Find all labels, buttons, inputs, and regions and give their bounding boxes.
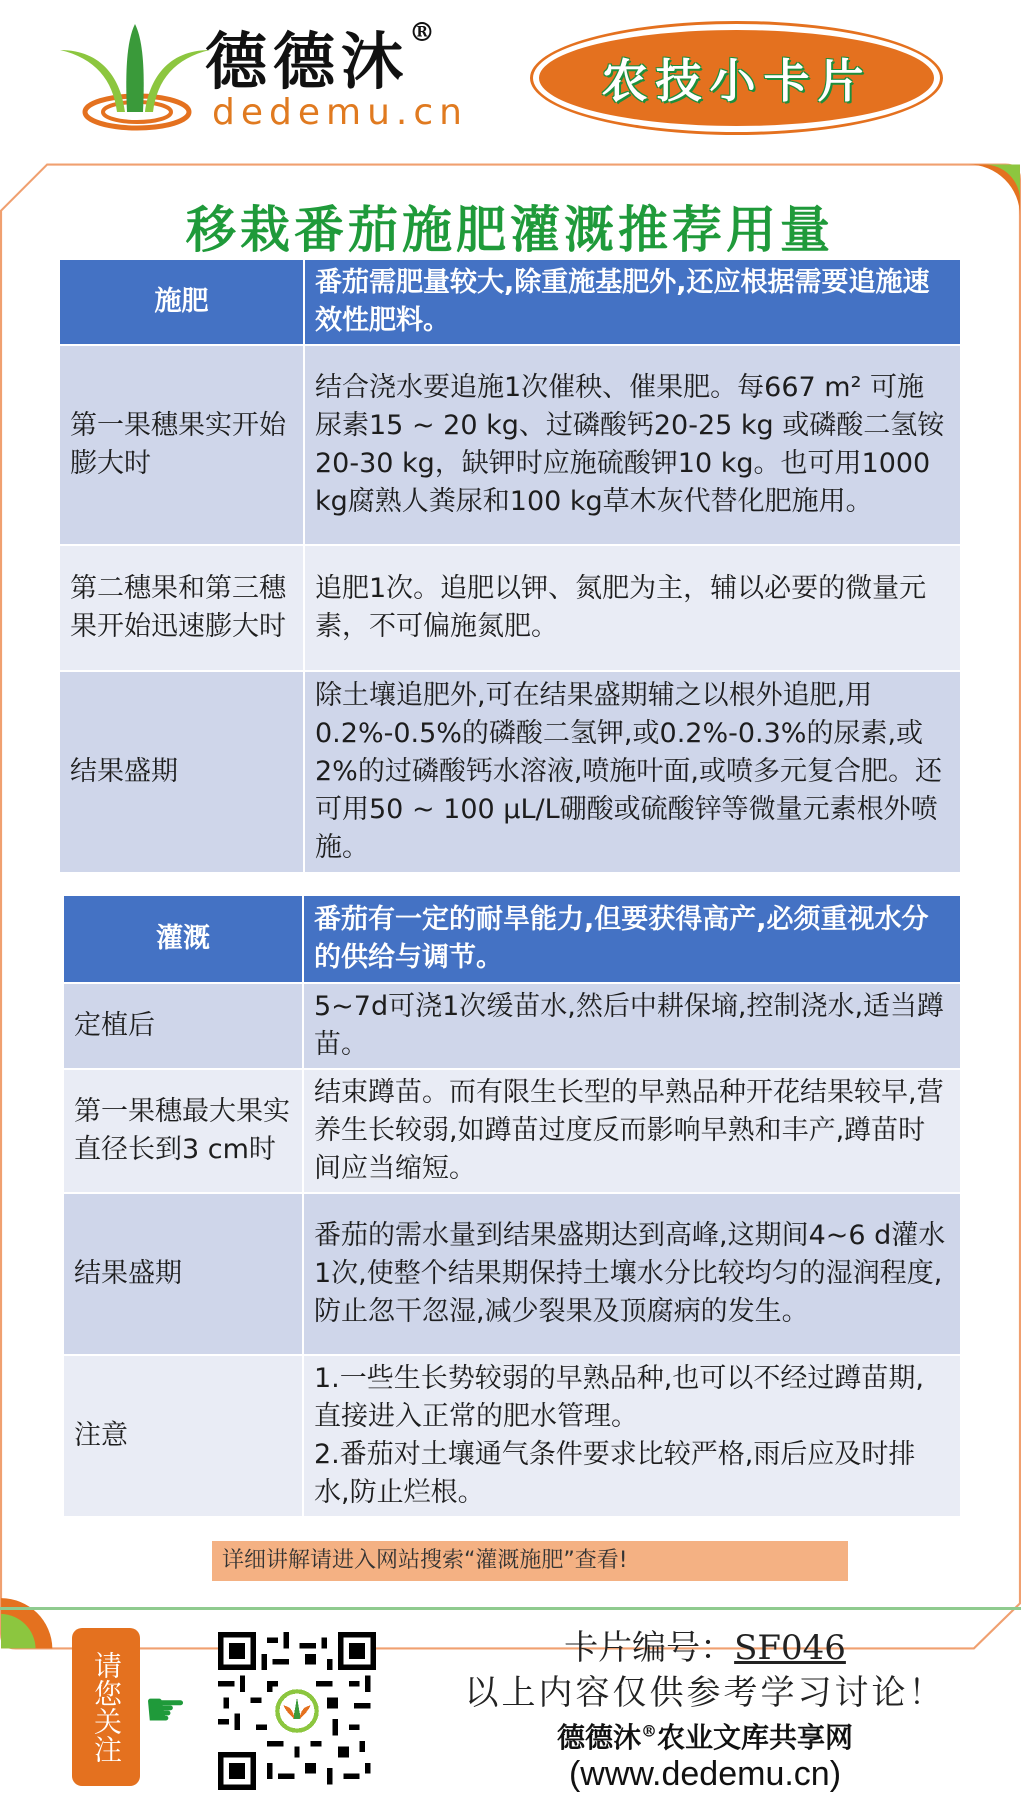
- table-row: [59, 545, 961, 671]
- row-value: 结合浇水要追施1次催秧、催果肥。每667 m² 可施尿素15 ~ 20 kg、过磷酸钙20-25 kg 或磷酸二氢铵20-30 kg，缺钾时应施硫酸钾10 kg。也可用1000 kg腐熟人粪尿和100 kg草木灰代替化肥施用。: [304, 345, 961, 545]
- table-header-value: 番茄有一定的耐旱能力,但要获得高产,必须重视水分的供给与调节。: [303, 895, 961, 983]
- table-row: [59, 345, 961, 545]
- fertilize-table: [58, 258, 962, 874]
- search-tip: 详细讲解请进入网站搜索“灌溉施肥”查看!: [212, 1541, 848, 1581]
- site-url-link[interactable]: (www.dedemu.cn): [568, 1755, 842, 1793]
- table-row: [63, 1069, 961, 1193]
- row-value: 1.一些生长势较弱的早熟品种,也可以不经过蹲苗期,直接进入正常的肥水管理。 2.番茄对土壤通气条件要求比较严格,雨后应及时排水,防止烂根。: [303, 1355, 961, 1517]
- irrigate-table: [62, 894, 962, 1518]
- row-value: 番茄的需水量到结果盛期达到高峰,这期间4~6 d灌水1次,使整个结果期保持土壤水分比较均匀的湿润程度,防止忽干忽湿,减少裂果及顶腐病的发生。: [303, 1193, 961, 1355]
- row-value: 结束蹲苗。而有限生长型的早熟品种开花结果较早,营养生长较弱,如蹲苗过度反而影响早熟和丰产,蹲苗时间应当缩短。: [303, 1069, 961, 1193]
- brand-url: dedemu.cn: [212, 92, 468, 133]
- table-header-row: [63, 895, 961, 983]
- footer-divider: [0, 1607, 1021, 1610]
- row-key: 注意: [63, 1355, 303, 1517]
- table-header-row: [59, 259, 961, 345]
- table-row: [63, 983, 961, 1069]
- row-value: 5~7d可浇1次缓苗水,然后中耕保墒,控制浇水,适当蹲苗。: [303, 983, 961, 1069]
- pointing-hand-icon: ☛: [144, 1682, 188, 1738]
- brand-name: 德德沐®: [205, 18, 436, 98]
- row-value: 除土壤追肥外,可在结果盛期辅之以根外追肥,用0.2%-0.5%的磷酸二氢钾,或0.2%-0.3%的尿素,或2%的过磷酸钙水溶液,喷施叶面,或喷多元复合肥。还可用50 ~ 100 μL/L硼酸或硫酸锌等微量元素根外喷施。: [304, 671, 961, 873]
- row-key: 定植后: [63, 983, 303, 1069]
- table-row: [59, 671, 961, 873]
- card-type-badge: 农技小卡片: [533, 24, 940, 132]
- follow-label: 请您关注: [90, 1651, 123, 1763]
- table-header-value: 番茄需肥量较大,除重施基肥外,还应根据需要追施速效性肥料。: [304, 259, 961, 345]
- table-row: [63, 1355, 961, 1517]
- disclaimer: 以上内容仅供参考学习讨论！: [464, 1673, 946, 1713]
- qr-code-icon[interactable]: [218, 1632, 376, 1790]
- row-key: 第一果穗最大果实直径长到3 cm时: [63, 1069, 303, 1193]
- card-number-value: SF046: [734, 1628, 846, 1668]
- table-header-key: 施肥: [59, 259, 304, 345]
- page-title: 移栽番茄施肥灌溉推荐用量: [186, 201, 834, 259]
- row-key: 第二穗果和第三穗果开始迅速膨大时: [59, 545, 304, 671]
- card-number: 卡片编号：SF046: [564, 1628, 846, 1668]
- row-key: 第一果穗果实开始膨大时: [59, 345, 304, 545]
- table-row: [63, 1193, 961, 1355]
- row-value: 追肥1次。追肥以钾、氮肥为主，辅以必要的微量元素，不可偏施氮肥。: [304, 545, 961, 671]
- site-name: 德德沐®农业文库共享网: [556, 1721, 854, 1754]
- table-header-key: 灌溉: [63, 895, 303, 983]
- row-key: 结果盛期: [59, 671, 304, 873]
- row-key: 结果盛期: [63, 1193, 303, 1355]
- follow-badge: [72, 1628, 140, 1786]
